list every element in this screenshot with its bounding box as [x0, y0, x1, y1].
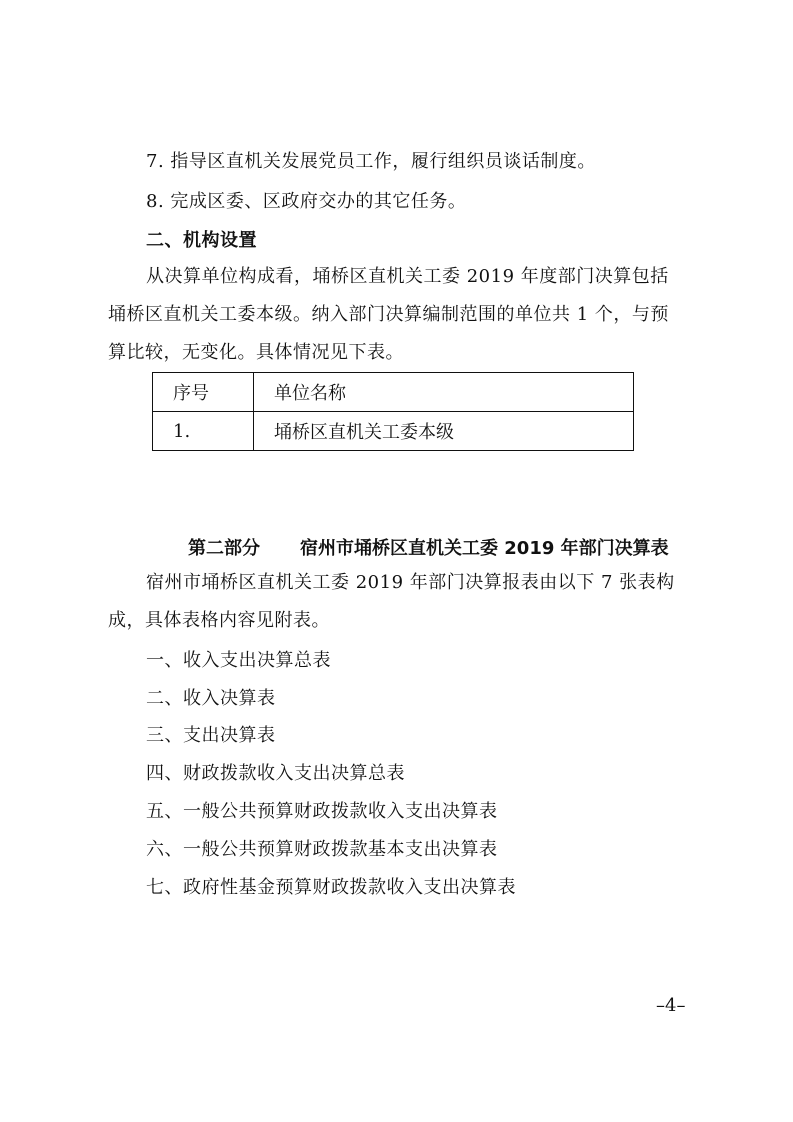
row-unit-name: 埇桥区直机关工委本级 [254, 412, 634, 451]
table-header-row [153, 373, 634, 412]
duty-item-7: 7. 指导区直机关发展党员工作，履行组织员谈话制度。 [146, 151, 596, 172]
part-intro-line-2: 成，具体表格内容见附表。 [108, 610, 330, 631]
table-row [153, 412, 634, 451]
table-list-item: 二、收入决算表 [146, 688, 276, 709]
org-paragraph-line-2: 埇桥区直机关工委本级。纳入部门决算编制范围的单位共 1 个，与预 [108, 304, 669, 325]
org-paragraph-line-1: 从决算单位构成看，埇桥区直机关工委 2019 年度部门决算包括 [146, 266, 669, 287]
table-list-item: 七、政府性基金预算财政拨款收入支出决算表 [146, 877, 516, 898]
table-list-item: 一、收入支出决算总表 [146, 650, 331, 671]
part-label: 第二部分 [188, 538, 260, 559]
table-list-item: 五、一般公共预算财政拨款收入支出决算表 [146, 801, 498, 822]
page-number: –4– [656, 995, 686, 1016]
unit-table [152, 372, 634, 451]
part-title: 宿州市埇桥区直机关工委 2019 年部门决算表 [300, 538, 669, 559]
table-list-item: 六、一般公共预算财政拨款基本支出决算表 [146, 839, 498, 860]
duty-item-8: 8. 完成区委、区政府交办的其它任务。 [146, 191, 467, 212]
header-unit-name: 单位名称 [254, 373, 634, 412]
table-list-item: 四、财政拨款收入支出决算总表 [146, 763, 405, 784]
row-index: 1. [153, 412, 254, 451]
section-heading-org: 二、机构设置 [146, 230, 257, 251]
header-index: 序号 [153, 373, 254, 412]
part-intro-line-1: 宿州市埇桥区直机关工委 2019 年部门决算报表由以下 7 张表构 [146, 572, 675, 593]
org-paragraph-line-3: 算比较，无变化。具体情况见下表。 [108, 342, 404, 363]
table-list-item: 三、支出决算表 [146, 725, 276, 746]
